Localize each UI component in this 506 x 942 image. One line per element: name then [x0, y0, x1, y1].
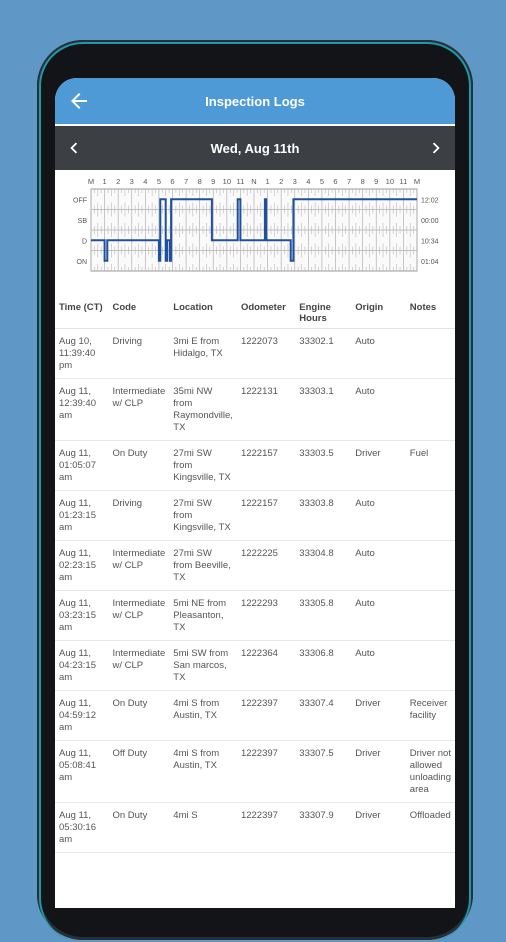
- hour-label: M: [87, 177, 95, 186]
- status-row-label: SB: [77, 217, 87, 225]
- table-row: [55, 691, 455, 741]
- cell-notes: [406, 329, 455, 379]
- cell-engine-hours: 33303.5: [295, 441, 351, 491]
- hour-label: 3: [292, 177, 297, 186]
- cell-location: 35mi NW from Raymondville, TX: [169, 379, 237, 441]
- hour-label: N: [251, 177, 257, 186]
- cell-notes: Offloaded: [406, 803, 455, 853]
- cell-code: On Duty: [108, 441, 169, 491]
- status-row-label: ON: [76, 258, 87, 266]
- table-row: [55, 641, 455, 691]
- status-row-total: 00:00: [421, 217, 439, 225]
- cell-code: Driving: [108, 329, 169, 379]
- hour-label: 9: [374, 177, 379, 186]
- hour-label: 4: [143, 177, 148, 186]
- cell-odometer: 1222397: [237, 741, 295, 803]
- cell-engine-hours: 33302.1: [295, 329, 351, 379]
- cell-time: Aug 11, 01:05:07 am: [55, 441, 108, 491]
- cell-time: Aug 11, 05:30:16 am: [55, 803, 108, 853]
- chevron-left-icon[interactable]: [63, 137, 85, 159]
- cell-odometer: 1222364: [237, 641, 295, 691]
- cell-origin: Auto: [351, 641, 406, 691]
- cell-location: 3mi E from Hidalgo, TX: [169, 329, 237, 379]
- cell-engine-hours: 33307.5: [295, 741, 351, 803]
- log-events-table: [55, 298, 455, 853]
- cell-time: Aug 11, 02:23:15 am: [55, 541, 108, 591]
- col-header-code: Code: [108, 298, 169, 329]
- hour-label: 6: [170, 177, 175, 186]
- duty-status-graph: [55, 170, 455, 298]
- cell-engine-hours: 33305.8: [295, 591, 351, 641]
- cell-notes: Driver not allowed unloading area: [406, 741, 455, 803]
- cell-notes: Receiver facility: [406, 691, 455, 741]
- hour-label: 1: [102, 177, 107, 186]
- status-row-total: 01:04: [421, 258, 439, 266]
- cell-code: Intermediate w/ CLP: [108, 541, 169, 591]
- col-header-odometer: Odometer: [237, 298, 295, 329]
- cell-time: Aug 11, 03:23:15 am: [55, 591, 108, 641]
- hour-label: M: [413, 177, 421, 186]
- cell-time: Aug 11, 04:23:15 am: [55, 641, 108, 691]
- hour-label: 5: [156, 177, 162, 186]
- cell-odometer: 1222131: [237, 379, 295, 441]
- status-row-total: 10:34: [421, 238, 439, 246]
- cell-code: On Duty: [108, 691, 169, 741]
- hour-label: 11: [236, 177, 245, 186]
- current-date: Wed, Aug 11th: [210, 140, 300, 156]
- cell-odometer: 1222157: [237, 441, 295, 491]
- status-row-total: 12:02: [421, 197, 439, 205]
- duty-status-graph-svg: [55, 170, 455, 298]
- cell-location: 27mi SW from Beeville, TX: [169, 541, 237, 591]
- col-header-location: Location: [169, 298, 237, 329]
- cell-code: On Duty: [108, 803, 169, 853]
- hour-label: 5: [319, 177, 325, 186]
- cell-time: Aug 11, 12:39:40 am: [55, 379, 108, 441]
- hour-label: 1: [265, 177, 270, 186]
- cell-location: 5mi NE from Pleasanton, TX: [169, 591, 237, 641]
- cell-engine-hours: 33303.8: [295, 491, 351, 541]
- hour-label: 2: [116, 177, 121, 186]
- col-header-engine-hours: Engine Hours: [295, 298, 351, 329]
- cell-odometer: 1222397: [237, 691, 295, 741]
- table-row: [55, 803, 455, 853]
- hour-label: 7: [346, 177, 352, 186]
- hour-label: 10: [222, 177, 232, 186]
- cell-location: 4mi S: [169, 803, 237, 853]
- date-navigator: [55, 126, 455, 170]
- table-row: [55, 441, 455, 491]
- cell-engine-hours: 33307.4: [295, 691, 351, 741]
- cell-code: Intermediate w/ CLP: [108, 591, 169, 641]
- hour-label: 7: [183, 177, 189, 186]
- table-header-row: [55, 298, 455, 329]
- cell-code: Intermediate w/ CLP: [108, 641, 169, 691]
- cell-engine-hours: 33307.9: [295, 803, 351, 853]
- hour-label: 11: [399, 177, 408, 186]
- status-row-label: D: [81, 238, 87, 246]
- cell-origin: Driver: [351, 691, 406, 741]
- cell-time: Aug 11, 04:59:12 am: [55, 691, 108, 741]
- col-header-origin: Origin: [351, 298, 406, 329]
- table-row: [55, 591, 455, 641]
- cell-odometer: 1222225: [237, 541, 295, 591]
- cell-engine-hours: 33303.1: [295, 379, 351, 441]
- app-screen: [55, 78, 455, 908]
- cell-code: Driving: [108, 491, 169, 541]
- cell-origin: Driver: [351, 803, 406, 853]
- cell-odometer: 1222293: [237, 591, 295, 641]
- cell-origin: Auto: [351, 541, 406, 591]
- app-bar: [55, 78, 455, 124]
- cell-location: 27mi SW from Kingsville, TX: [169, 441, 237, 491]
- cell-origin: Auto: [351, 491, 406, 541]
- cell-time: Aug 11, 05:08:41 am: [55, 741, 108, 803]
- back-arrow-icon[interactable]: [67, 89, 91, 113]
- hour-label: 9: [211, 177, 216, 186]
- cell-origin: Driver: [351, 441, 406, 491]
- hour-label: 3: [129, 177, 134, 186]
- cell-notes: [406, 379, 455, 441]
- cell-time: Aug 11, 01:23:15 am: [55, 491, 108, 541]
- cell-location: 4mi S from Austin, TX: [169, 691, 237, 741]
- cell-notes: [406, 641, 455, 691]
- table-row: [55, 541, 455, 591]
- table-row: [55, 741, 455, 803]
- cell-time: Aug 10, 11:39:40 pm: [55, 329, 108, 379]
- cell-location: 4mi S from Austin, TX: [169, 741, 237, 803]
- hour-label: 8: [197, 177, 202, 186]
- page-title: Inspection Logs: [205, 93, 305, 109]
- cell-odometer: 1222397: [237, 803, 295, 853]
- chevron-right-icon[interactable]: [425, 137, 447, 159]
- col-header-notes: Notes: [406, 298, 455, 329]
- cell-location: 5mi SW from San marcos, TX: [169, 641, 237, 691]
- cell-code: Off Duty: [108, 741, 169, 803]
- hour-label: 8: [360, 177, 365, 186]
- cell-origin: Driver: [351, 741, 406, 803]
- cell-notes: [406, 491, 455, 541]
- cell-notes: [406, 541, 455, 591]
- hour-label: 2: [279, 177, 284, 186]
- table-row: [55, 491, 455, 541]
- cell-notes: Fuel: [406, 441, 455, 491]
- cell-engine-hours: 33306.8: [295, 641, 351, 691]
- cell-engine-hours: 33304.8: [295, 541, 351, 591]
- cell-odometer: 1222157: [237, 491, 295, 541]
- table-row: [55, 329, 455, 379]
- cell-origin: Auto: [351, 591, 406, 641]
- hour-label: 4: [306, 177, 311, 186]
- cell-origin: Auto: [351, 329, 406, 379]
- cell-odometer: 1222073: [237, 329, 295, 379]
- cell-notes: [406, 591, 455, 641]
- col-header-time: Time (CT): [55, 298, 108, 329]
- hour-label: 10: [385, 177, 395, 186]
- status-row-label: OFF: [73, 197, 87, 205]
- hour-label: 6: [333, 177, 338, 186]
- table-row: [55, 379, 455, 441]
- cell-location: 27mi SW from Kingsville, TX: [169, 491, 237, 541]
- cell-code: Intermediate w/ CLP: [108, 379, 169, 441]
- cell-origin: Auto: [351, 379, 406, 441]
